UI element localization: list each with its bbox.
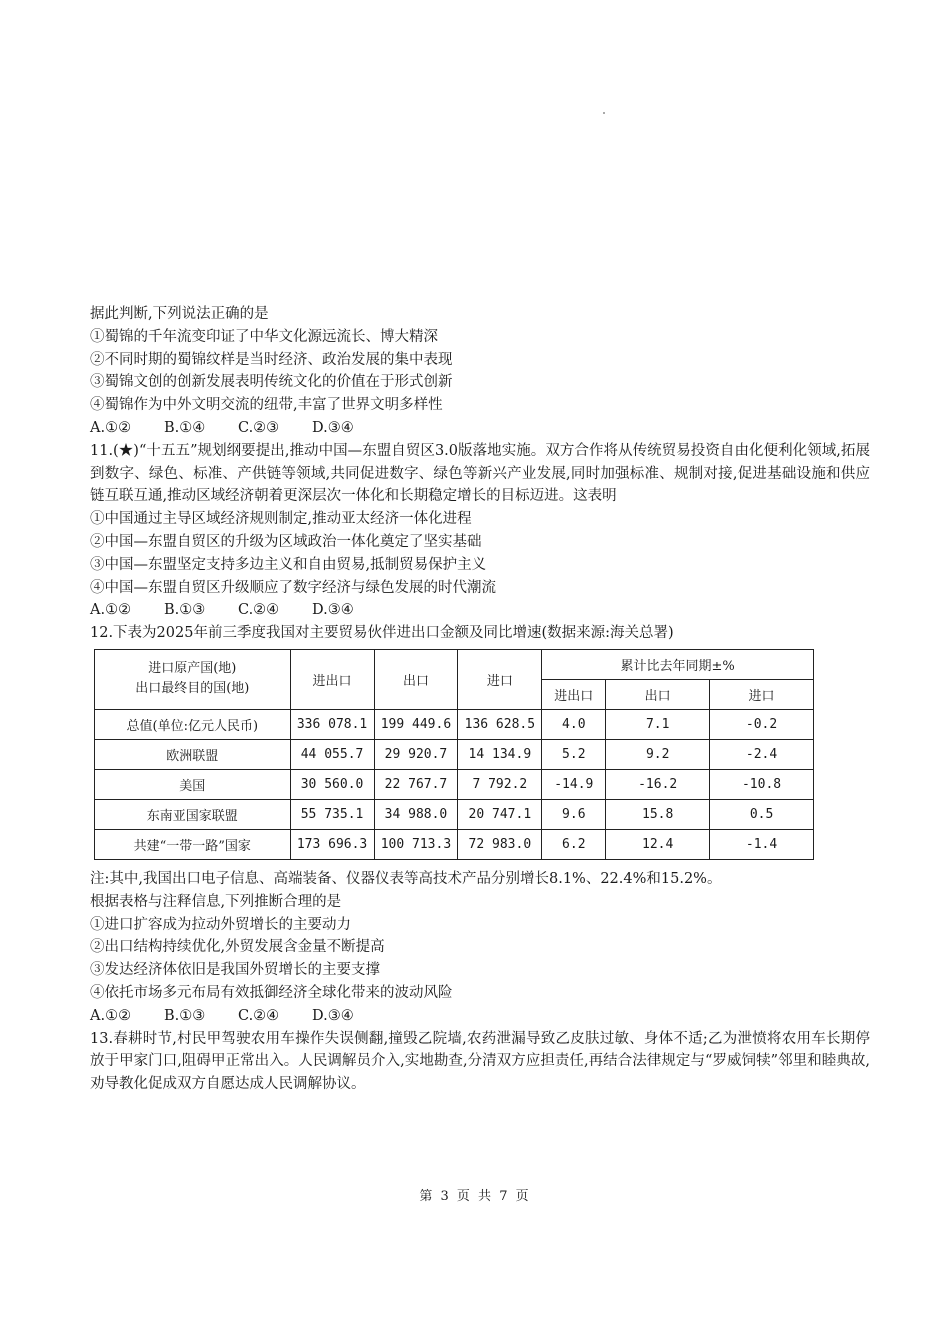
sub-header-trade: 进出口: [542, 679, 606, 709]
cell-growth-trade: 6.2: [542, 829, 606, 859]
q12-question: 根据表格与注释信息,下列推断合理的是: [90, 893, 342, 910]
q12-options: [90, 1005, 870, 1028]
cell-growth-import: -1.4: [710, 829, 814, 859]
row-label: 东南亚国家联盟: [95, 799, 291, 829]
sub-header-import: 进口: [710, 679, 814, 709]
cell-import: 7 792.2: [458, 769, 542, 799]
q12-note: 注:其中,我国出口电子信息、高端装备、仪器仪表等高技术产品分别增长8.1%、22.4%和15.2%。: [90, 870, 722, 887]
cell-growth-export: 9.2: [606, 739, 710, 769]
cell-growth-export: 12.4: [606, 829, 710, 859]
corner-line-export-destination: 出口最终目的国(地): [135, 681, 250, 697]
cell-export: 100 713.3: [374, 829, 458, 859]
page-number-footer: 第 3 页 共 7 页: [419, 1189, 531, 1204]
row-label: 美国: [95, 769, 291, 799]
cell-growth-trade: -14.9: [542, 769, 606, 799]
table-row: [95, 799, 814, 829]
cell-trade: 336 078.1: [290, 709, 374, 739]
q11-statement-4: ④中国—东盟自贸区升级顺应了数字经济与绿色发展的时代潮流: [90, 579, 496, 596]
q10-option-a: A.①②: [90, 419, 132, 436]
trade-table: [94, 649, 814, 860]
q11-option-d: D.③④: [312, 602, 354, 619]
q10-statement-4: ④蜀锦作为中外文明交流的纽带,丰富了世界文明多样性: [90, 397, 443, 414]
q12-statement-3: ③发达经济体依旧是我国外贸增长的主要支撑: [90, 962, 380, 979]
q11-statement-2: ②中国—东盟自贸区的升级为区域政治一体化奠定了坚实基础: [90, 533, 482, 550]
cell-trade: 173 696.3: [290, 829, 374, 859]
q10-statement-2: ②不同时期的蜀锦纹样是当时经济、政治发展的集中表现: [90, 351, 453, 368]
q13-stem: 13.春耕时节,村民甲驾驶农用车操作失误侧翻,撞毁乙院墙,农药泄漏导致乙皮肤过敏、身体不适;乙为泄愤将农用车长期停放于甲家门口,阻碍甲正常出入。人民调解员介入,实地勘查,分清双方应担责任,再结合法律规定与“罗威饲犊”邻里和睦典故,劝导教化促成双方自愿达成人民调解协议。: [90, 1030, 870, 1093]
cell-import: 14 134.9: [458, 739, 542, 769]
q11-option-b: B.①③: [164, 602, 206, 619]
cell-growth-trade: 4.0: [542, 709, 606, 739]
cell-export: 34 988.0: [374, 799, 458, 829]
sub-header-export: 出口: [606, 679, 710, 709]
q10-option-c: C.②③: [238, 419, 280, 436]
row-label: 总值(单位:亿元人民币): [95, 709, 291, 739]
page-content: [90, 303, 870, 1096]
corner-line-import-origin: 进口原产国(地): [148, 661, 237, 677]
cell-growth-trade: 9.6: [542, 799, 606, 829]
q12-stem: 12.下表为2025年前三季度我国对主要贸易伙伴进出口金额及同比增速(数据来源:海关总署): [90, 625, 674, 642]
q11-stem: 11.(★)“十五五”规划纲要提出,推动中国—东盟自贸区3.0版落地实施。双方合作将从传统贸易投资自由化便利化领域,拓展到数字、绿色、标准、产供链等领域,共同促进数字、绿色等新兴产业发展,同时加强标准、规制对接,促进基础设施和供应链互联互通,推动区域经济朝着更深层次一体化和长期稳定增长的目标迈进。这表明: [90, 442, 870, 505]
cell-growth-export: 7.1: [606, 709, 710, 739]
cell-import: 136 628.5: [458, 709, 542, 739]
q12-option-d: D.③④: [312, 1007, 354, 1024]
cell-growth-import: -2.4: [710, 739, 814, 769]
q12-option-c: C.②④: [238, 1007, 280, 1024]
scan-speck: [603, 112, 605, 114]
q10-intro: 据此判断,下列说法正确的是: [90, 306, 269, 322]
table-row: [95, 709, 814, 739]
table-row: [95, 769, 814, 799]
cell-import: 72 983.0: [458, 829, 542, 859]
cell-growth-export: 15.8: [606, 799, 710, 829]
q10-option-b: B.①④: [164, 419, 206, 436]
q12-statement-1: ①进口扩容成为拉动外贸增长的主要动力: [90, 916, 351, 933]
q12-statement-4: ④依托市场多元布局有效抵御经济全球化带来的波动风险: [90, 984, 453, 1001]
table-row: [95, 739, 814, 769]
cell-growth-import: 0.5: [710, 799, 814, 829]
cell-trade: 44 055.7: [290, 739, 374, 769]
q11-option-a: A.①②: [90, 602, 132, 619]
cell-growth-trade: 5.2: [542, 739, 606, 769]
col-group-header-growth: 累计比去年同期±%: [542, 649, 814, 679]
q10-option-d: D.③④: [312, 419, 354, 436]
q12-option-b: B.①③: [164, 1007, 206, 1024]
q12-option-a: A.①②: [90, 1007, 132, 1024]
row-label: 欧洲联盟: [95, 739, 291, 769]
cell-trade: 30 560.0: [290, 769, 374, 799]
col-header-import: 进口: [458, 649, 542, 709]
cell-growth-import: -0.2: [710, 709, 814, 739]
cell-growth-export: -16.2: [606, 769, 710, 799]
col-header-export: 出口: [374, 649, 458, 709]
col-header-trade: 进出口: [290, 649, 374, 709]
q11-option-c: C.②④: [238, 602, 280, 619]
cell-export: 199 449.6: [374, 709, 458, 739]
table-corner-header: [95, 649, 291, 709]
q11-statement-1: ①中国通过主导区域经济规则制定,推动亚太经济一体化进程: [90, 511, 472, 528]
q10-statement-1: ①蜀锦的千年流变印证了中华文化源远流长、博大精深: [90, 328, 438, 345]
cell-export: 29 920.7: [374, 739, 458, 769]
table-row: [95, 829, 814, 859]
cell-import: 20 747.1: [458, 799, 542, 829]
q10-statement-3: ③蜀锦文创的创新发展表明传统文化的价值在于形式创新: [90, 374, 453, 391]
q10-options: [90, 417, 870, 440]
cell-export: 22 767.7: [374, 769, 458, 799]
q11-statement-3: ③中国—东盟坚定支持多边主义和自由贸易,抵制贸易保护主义: [90, 556, 487, 573]
row-label: 共建“一带一路”国家: [95, 829, 291, 859]
q11-options: [90, 599, 870, 622]
q12-statement-2: ②出口结构持续优化,外贸发展含金量不断提高: [90, 939, 385, 956]
cell-trade: 55 735.1: [290, 799, 374, 829]
cell-growth-import: -10.8: [710, 769, 814, 799]
